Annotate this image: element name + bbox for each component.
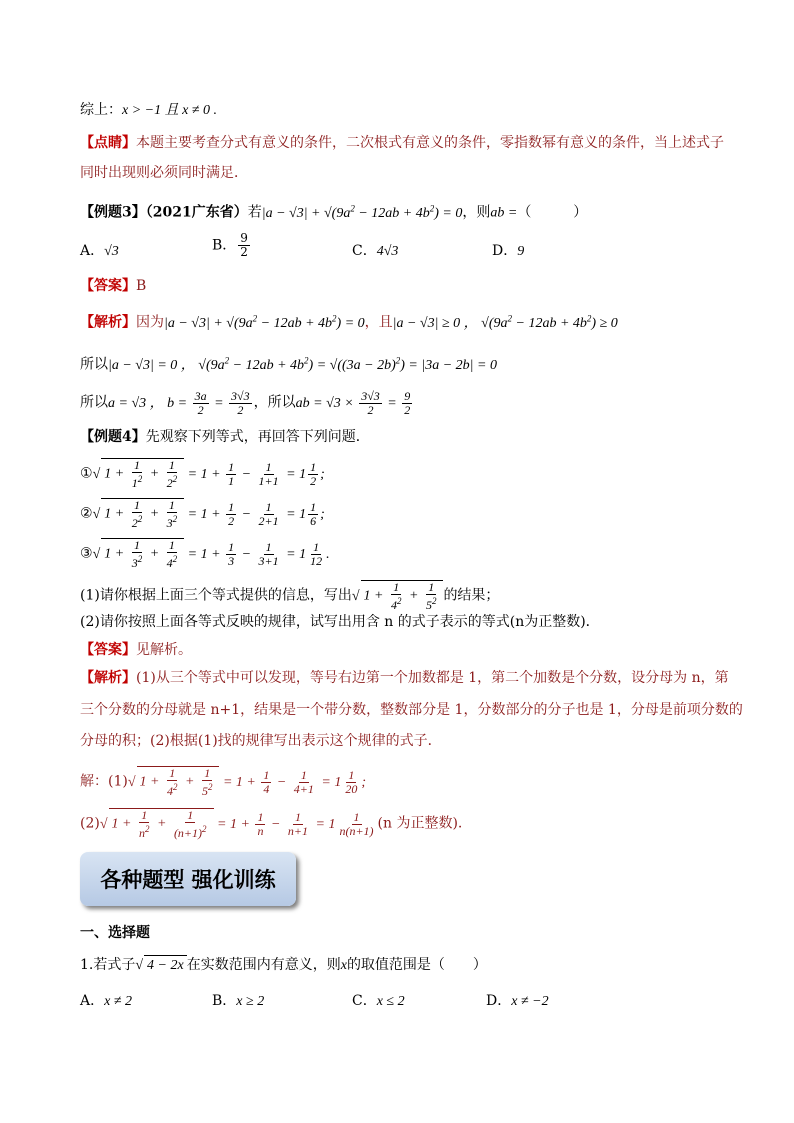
example4-analysis-1: [80, 668, 729, 688]
question-1-option-c: [352, 990, 405, 1010]
answer4-tag: 【答案】: [80, 642, 136, 658]
example3-equation: $|a - √3| + √(9a^2 - 12ab + 4b^2) = 0$: [261, 203, 463, 221]
analysis-mid: ，且: [364, 314, 393, 331]
section-heading: 一、选择题: [80, 925, 150, 941]
example4-tag: 【例题4】: [80, 429, 146, 445]
comment-text-1: 本题主要考查分式有意义的条件，二次根式有意义的条件，零指数幂有意义的条件，当上述式子: [136, 135, 724, 151]
equation-3: [80, 538, 330, 570]
q1-stem-mid: 在实数范围内有意义，则: [186, 957, 341, 973]
question-1-option-a: [80, 990, 132, 1010]
marker-1: ①: [80, 465, 93, 482]
solution2-pre: (2): [80, 815, 100, 832]
eq2-body: √ 1 + $\frac{1}{2^2}$ + $\frac{1}{3^2}$ = 1 + $\frac{1}{2}$ − $\frac{1}{2+1}$ = 1 $\frac{1}{6}$ ;: [92, 498, 325, 530]
analysis-pre: 因为: [136, 314, 164, 331]
answer-value: B: [136, 278, 147, 294]
eq1-body: √ 1 + $\frac{1}{1^2}$ + $\frac{1}{2^2}$ = 1 + $\frac{1}{1}$ − $\frac{1}{1+1}$ = 1 $\frac{1}{2}$ ;: [92, 458, 325, 490]
example4-answer: [80, 640, 192, 660]
section-banner: 各种题型 强化训练: [80, 852, 296, 906]
analysis-eq-3: |a − √3| = 0 ， $√(9a^2 - 12ab + 4b^2) = √((3a - 2b)^2) = |3a - 2b| = 0$: [108, 355, 497, 373]
example3-analysis-2: [80, 350, 497, 376]
analysis-eq-2: |a − √3| ≥ 0 ， $√(9a^2 - 12ab + 4b^2) \ge 0$: [392, 313, 618, 331]
example3-answer: [80, 276, 146, 296]
solution-eq-1: √ 1 + $\frac{1}{4^2}$ + $\frac{1}{5^2}$ = 1 + $\frac{1}{4}$ − $\frac{1}{4+1}$ = 1 $\frac{1}{20}$ ;: [127, 766, 367, 798]
example3-option-a: [80, 240, 119, 260]
example4-solution-1: [80, 766, 366, 798]
option-b-label: B．: [212, 237, 237, 254]
analysis-eq-1: $|a - √3| + √(9a^2 - 12ab + 4b^2) = 0$: [164, 313, 365, 331]
example3-tag: 【例题3】: [80, 204, 146, 221]
q1-stem-post: 的取值范围是（ ）: [346, 957, 487, 973]
example4-question-1: [80, 580, 499, 612]
q1-option-a-value: x ≠ 2: [104, 994, 133, 1009]
analysis-eq-5: ab = √3 × $\frac{3√3}{2}$ = $\frac{9}{2}$: [295, 389, 411, 417]
equation-2: [80, 498, 325, 530]
analysis-l3-mid: ，所以: [253, 394, 296, 411]
answer4-value: 见解析。: [136, 642, 192, 658]
example4-stem-text: 先观察下列等式，再回答下列问题．: [145, 429, 370, 445]
example3-option-c: [352, 240, 398, 260]
q1-stem-pre: 1.若式子: [80, 957, 136, 973]
q1-post: 的结果；: [443, 587, 500, 604]
comment-line-2: 同时出现则必须同时满足．: [80, 165, 248, 181]
example3-ab: ab =: [490, 205, 518, 221]
q1-option-c-value: x ≤ 2: [376, 994, 405, 1009]
example3-analysis-1: [80, 308, 618, 334]
analysis4-text-1: (1)从三个等式中可以发现，等号右边第一个加数都是 1，第二个加数是个分数，设分母为 n，第: [136, 670, 729, 686]
solution2-post: (n 为正整数).: [377, 815, 463, 832]
q1-option-b-label: B．: [212, 993, 237, 1009]
summary-formula: x > −1 且 x ≠ 0 .: [122, 103, 218, 118]
q1-radical: √ 4 − 2x: [135, 958, 186, 973]
comment-line-1: [80, 133, 724, 153]
analysis-l2-pre: 所以: [80, 356, 108, 373]
option-a-value: √3: [104, 244, 119, 259]
example4-analysis-2: 三个分数的分母就是 n+1，结果是一个带分数，整数部分是 1，分数部分的分子也是 1，分母是前项分数的: [80, 702, 743, 718]
example4-question-2: (2)请你按照上面各等式反映的规律，试写出用含 n 的式子表示的等式(n为正整数)．: [80, 614, 600, 630]
example3-option-d: [492, 240, 524, 260]
example3-stem-post: ，则: [462, 204, 491, 221]
question-1-option-d: [486, 990, 549, 1010]
example3-source: （2021广东省）: [145, 204, 248, 221]
analysis-eq-4: a = √3 ， b = $\frac{3a}{2}$ = $\frac{3√3}{2}$: [108, 389, 250, 417]
option-d-value: 9: [517, 244, 525, 259]
q1-var: x: [340, 958, 347, 973]
q1-option-c-label: C．: [352, 993, 377, 1009]
example4-analysis-3: 分母的积；(2)根据(1)找的规律写出表示这个规律的式子．: [80, 733, 442, 749]
question-1-option-b: [212, 990, 264, 1010]
example4-stem: [80, 427, 370, 447]
q1-option-d-label: D．: [486, 993, 512, 1009]
marker-2: ②: [80, 505, 93, 522]
comment-tag: 【点睛】: [80, 135, 136, 151]
summary-prefix: 综上：: [80, 102, 122, 118]
solution-eq-2: √ 1 + $\frac{1}{n^2}$ + $\frac{1}{(n+1)^2}$ = 1 + $\frac{1}{n}$ − $\frac{1}{n+1}$ = 1 $\frac{1}{n(n+1)}$: [99, 808, 374, 840]
example3-option-b: [212, 232, 252, 259]
example3-stem-pre: 若: [247, 204, 262, 221]
q1-option-a-label: A．: [80, 993, 105, 1009]
option-c-value: 4√3: [376, 244, 399, 259]
q1-expr: √ 1 + $\frac{1}{4^2}$ + $\frac{1}{5^2}$: [352, 589, 444, 604]
equation-1: [80, 458, 325, 490]
option-a-label: A．: [80, 243, 105, 259]
q1-option-d-value: x ≠ −2: [511, 994, 549, 1009]
example3-analysis-3: [80, 390, 414, 417]
analysis-l3-pre: 所以: [80, 394, 108, 411]
analysis4-tag: 【解析】: [80, 670, 136, 686]
q1-option-b-value: x ≥ 2: [236, 994, 265, 1009]
q1-pre: (1)请你根据上面三个等式提供的信息，写出: [80, 587, 352, 604]
example3-blank: （ ）: [517, 204, 588, 221]
example4-solution-2: [80, 808, 462, 840]
option-c-label: C．: [352, 243, 377, 259]
option-b-fraction: $\frac{9}{2}$: [240, 231, 248, 259]
analysis-tag: 【解析】: [80, 314, 136, 331]
summary-line: [80, 100, 217, 121]
solution-pre: 解：(1): [80, 773, 128, 790]
question-1-stem: [80, 955, 487, 976]
marker-3: ③: [80, 545, 93, 562]
example3-stem: [80, 198, 587, 224]
eq3-body: √ 1 + $\frac{1}{3^2}$ + $\frac{1}{4^2}$ = 1 + $\frac{1}{3}$ − $\frac{1}{3+1}$ = 1 $\frac{1}{12}$ .: [92, 538, 330, 570]
answer-tag: 【答案】: [80, 278, 136, 294]
option-d-label: D．: [492, 243, 518, 259]
